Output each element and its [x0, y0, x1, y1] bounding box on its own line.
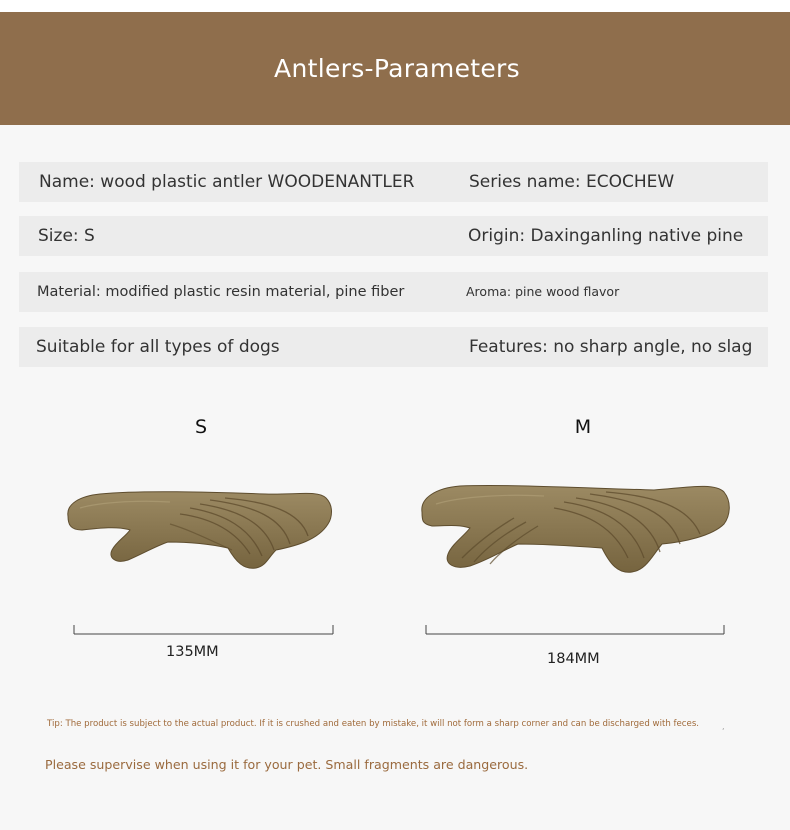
antler-small-image — [60, 484, 338, 576]
param-suitable: Suitable for all types of dogs — [36, 337, 280, 357]
header-banner — [0, 12, 790, 125]
tip-mark: , — [722, 722, 725, 731]
param-series: Series name: ECOCHEW — [469, 172, 675, 192]
param-aroma: Aroma: pine wood flavor — [466, 284, 620, 299]
param-row-suitable — [19, 327, 768, 367]
measure-line-medium — [424, 622, 728, 638]
length-label-medium: 184MM — [547, 651, 600, 667]
param-size: Size: S — [38, 226, 95, 246]
param-row-material — [19, 272, 768, 312]
length-label-small: 135MM — [166, 644, 219, 660]
measure-line-small — [72, 622, 336, 638]
param-name: Name: wood plastic antler WOODENANTLER — [39, 172, 415, 192]
antler-medium-image — [414, 478, 734, 578]
param-material: Material: modified plastic resin material, pine fiber — [37, 284, 405, 300]
tip-note: Tip: The product is subject to the actual product. If it is crushed and eaten by mistake, it will not form a sharp corner and can be discharged with feces. — [47, 719, 700, 729]
page-title: Antlers-Parameters — [274, 54, 520, 83]
size-label-s: S — [194, 416, 208, 438]
safety-warning: Please supervise when using it for your pet. Small fragments are dangerous. — [45, 757, 529, 772]
top-strip — [0, 0, 790, 12]
param-origin: Origin: Daxinganling native pine — [468, 226, 744, 246]
size-label-m: M — [574, 416, 592, 438]
param-row-size — [19, 216, 768, 256]
param-features: Features: no sharp angle, no slag — [469, 337, 753, 357]
param-row-name — [19, 162, 768, 202]
